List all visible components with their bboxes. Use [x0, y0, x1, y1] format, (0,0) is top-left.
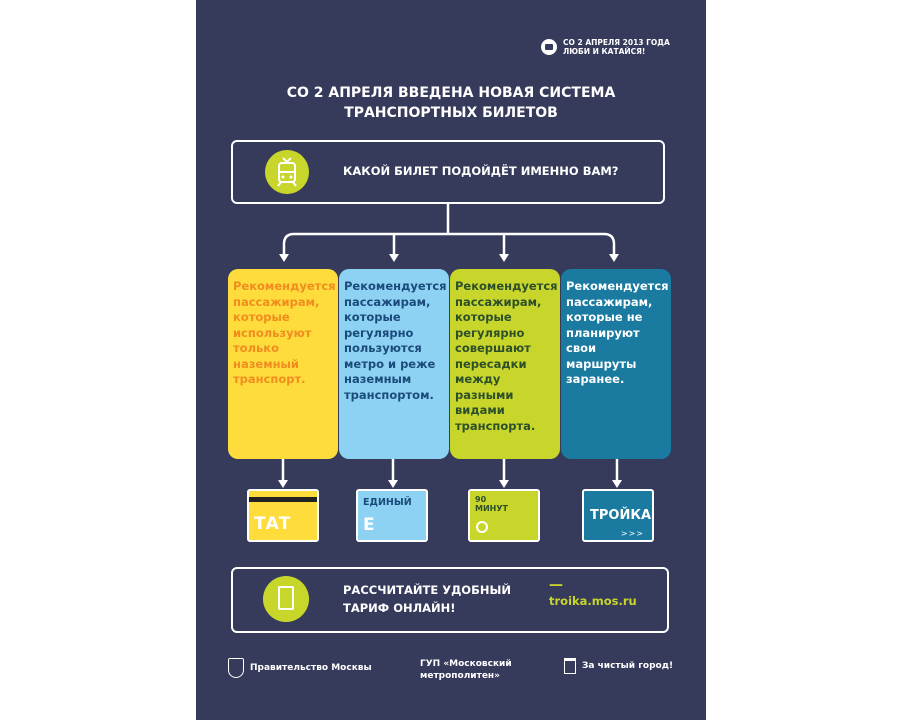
ticket-90-number: 90: [475, 495, 487, 504]
poster: [196, 0, 706, 720]
ticket-tat-label: ТАТ: [254, 514, 291, 534]
online-calculator-box: [231, 567, 669, 633]
footer-clean-text: За чистый город!: [582, 661, 674, 671]
title-line1: СО 2 АПРЕЛЯ ВВЕДЕНА НОВАЯ СИСТЕМА: [286, 85, 616, 101]
footer-gov-text: Правительство Москвы: [250, 663, 372, 673]
clock-icon: [476, 521, 488, 533]
magnetic-stripe: [249, 497, 317, 502]
title-line2: ТРАНСПОРТНЫХ БИЛЕТОВ: [344, 105, 558, 121]
calc-line2: ТАРИФ ОНЛАЙН!: [343, 601, 456, 615]
calc-dash: —: [549, 577, 563, 593]
trash-bin-icon: [564, 658, 576, 674]
ticket-90-minut: [468, 489, 540, 542]
card-unplanned: Рекомендуется пассажирам, которые не планируют свои маршруты заранее.: [561, 269, 671, 459]
ticket-edinyi: [356, 489, 428, 542]
troika-link[interactable]: troika.mos.ru: [549, 594, 637, 608]
ticket-tat: [247, 489, 319, 542]
card-ground-transport: Рекомендуется пассажирам, которые используют только наземный транспорт.: [228, 269, 338, 459]
footer-metro-line2: метрополитен»: [420, 671, 500, 681]
ticket-edinyi-letter: Е: [363, 515, 375, 535]
calculator-icon: [263, 576, 309, 622]
ticket-troika-label: ТРОЙКА: [590, 508, 652, 523]
ticket-troika: [582, 489, 654, 542]
footer-clean-city: [564, 658, 673, 674]
badge-line2: ЛЮБИ И КАТАЙСЯ!: [563, 47, 646, 56]
card-transfers: Рекомендуется пассажирам, которые регулярно совершают пересадки между разными видами транспорта.: [450, 269, 560, 459]
question-text: КАКОЙ БИЛЕТ ПОДОЙДЁТ ИМЕННО ВАМ?: [343, 164, 619, 178]
badge-line1: СО 2 АПРЕЛЯ 2013 ГОДА: [563, 38, 670, 47]
ticket-90-label: МИНУТ: [475, 504, 508, 513]
footer-metro: [420, 658, 512, 682]
moscow-emblem-icon: [228, 658, 244, 678]
ticket-edinyi-label: ЕДИНЫЙ: [363, 497, 412, 508]
card-metro: Рекомендуется пассажирам, которые регулярно пользуются метро и реже наземным транспортом.: [339, 269, 449, 459]
footer-government: [228, 658, 372, 678]
troika-pattern-icon: >>>: [620, 529, 644, 538]
calc-line1: РАССЧИТАЙТЕ УДОБНЫЙ: [343, 583, 512, 597]
footer-metro-line1: ГУП «Московский: [420, 659, 512, 669]
